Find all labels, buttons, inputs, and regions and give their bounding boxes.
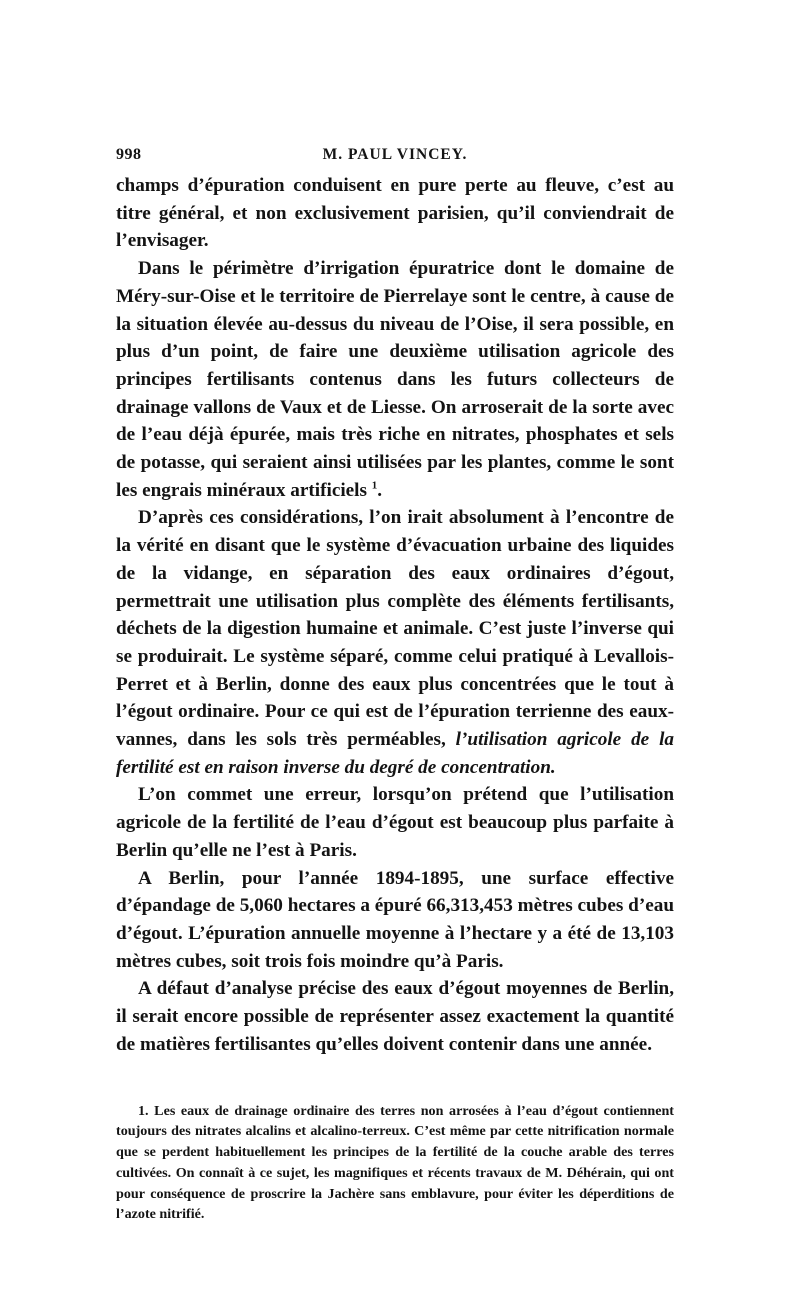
footnotes [116,1101,674,1226]
paragraph-3 [116,504,674,781]
emphasis-text: l’utilisation agricole de la fertilité est en raison inverse du degré de concentration. [116,729,675,778]
paragraph-2 [116,255,674,504]
body-text [116,172,674,1059]
footnote-1 [116,1101,674,1226]
paragraph-1 [116,172,674,255]
paragraph-text: champs d’épuration conduisent en pure perte au fleuve, c’est au titre général, et non exclusivement parisien, qu’il conviendrait de l’envisager. [116,175,674,252]
page-header [116,142,674,172]
paragraph-text: L’on commet une erreur, lorsqu’on prétend que l’utilisation agricole de la fertilité de l’eau d’égout est beaucoup plus parfaite à Berlin qu’elle ne l’est à Paris. [116,784,674,861]
paragraph-text: A défaut d’analyse précise des eaux d’égout moyennes de Berlin, il serait encore possible de représenter assez exactement la quantité de matières fertilisantes qu’elles doivent contenir dans une année. [116,978,674,1055]
paragraph-4 [116,781,674,864]
footnote-ref[interactable]: 1 [371,479,378,492]
paragraph-text: A Berlin, pour l’année 1894-1895, une surface effective d’épandage de 5,060 hectares a épuré 66,313,453 mètres cubes d’eau d’égout. L’épuration annuelle moyenne à l’hectare y a été de 13,103 mètres cubes, soit trois fois moindre qu’à Paris. [116,867,674,972]
footnote-text: 1. Les eaux de drainage ordinaire des terres non arrosées à l’eau d’égout contiennent toujours des nitrates alcalins et alcalino-terreux. C’est même par cette nitrification normale que se perdent habituellement les principes de la fertilité de la couche arable des terres cultivées. On connaît à ce sujet, les magnifiques et récents travaux de M. Déhérain, qui ont pour conséquence de proscrire la Jachère sans emblavure, pour éviter les déperditions de l’azote nitrifié. [116,1102,674,1223]
paragraph-6 [116,975,674,1058]
page-number: 998 [116,146,142,163]
book-page [116,142,674,1225]
running-head: M. PAUL VINCEY. [322,146,468,163]
paragraph-text: Dans le périmètre d’irrigation épuratrice dont le domaine de Méry-sur-Oise et le territoire de Pierrelaye sont le centre, à cause de la situation élevée au-dessus du niveau de l’Oise, il sera possible, en plus d’un point, de faire une deuxième utilisation agricole des principes fertilisants contenus dans les futurs collecteurs de drainage vallons de Vaux et de Liesse. On arroserait de la sorte avec de l’eau déjà épurée, mais très riche en nitrates, phosphates et sels de potasse, qui seraient ainsi utilisées par les plantes, comme le sont les engrais minéraux artificiels [116,258,674,501]
paragraph-end: . [377,479,383,501]
paragraph-text: D’après ces considérations, l’on irait absolument à l’encontre de la vérité en disant que le système d’évacuation urbaine des liquides de la vidange, en séparation des eaux ordinaires d’égout, permettrait une utilisation plus complète des éléments fertilisants, déchets de la digestion humaine et animale. C’est juste l’inverse qui se produirait. Le système séparé, comme celui pratiqué à Levallois-Perret et à Berlin, donne des eaux plus concentrées que le tout à l’égout ordinaire. Pour ce qui est de l’épuration terrienne des eaux-vannes, dans les sols très perméables, [116,507,674,751]
paragraph-5 [116,865,674,976]
